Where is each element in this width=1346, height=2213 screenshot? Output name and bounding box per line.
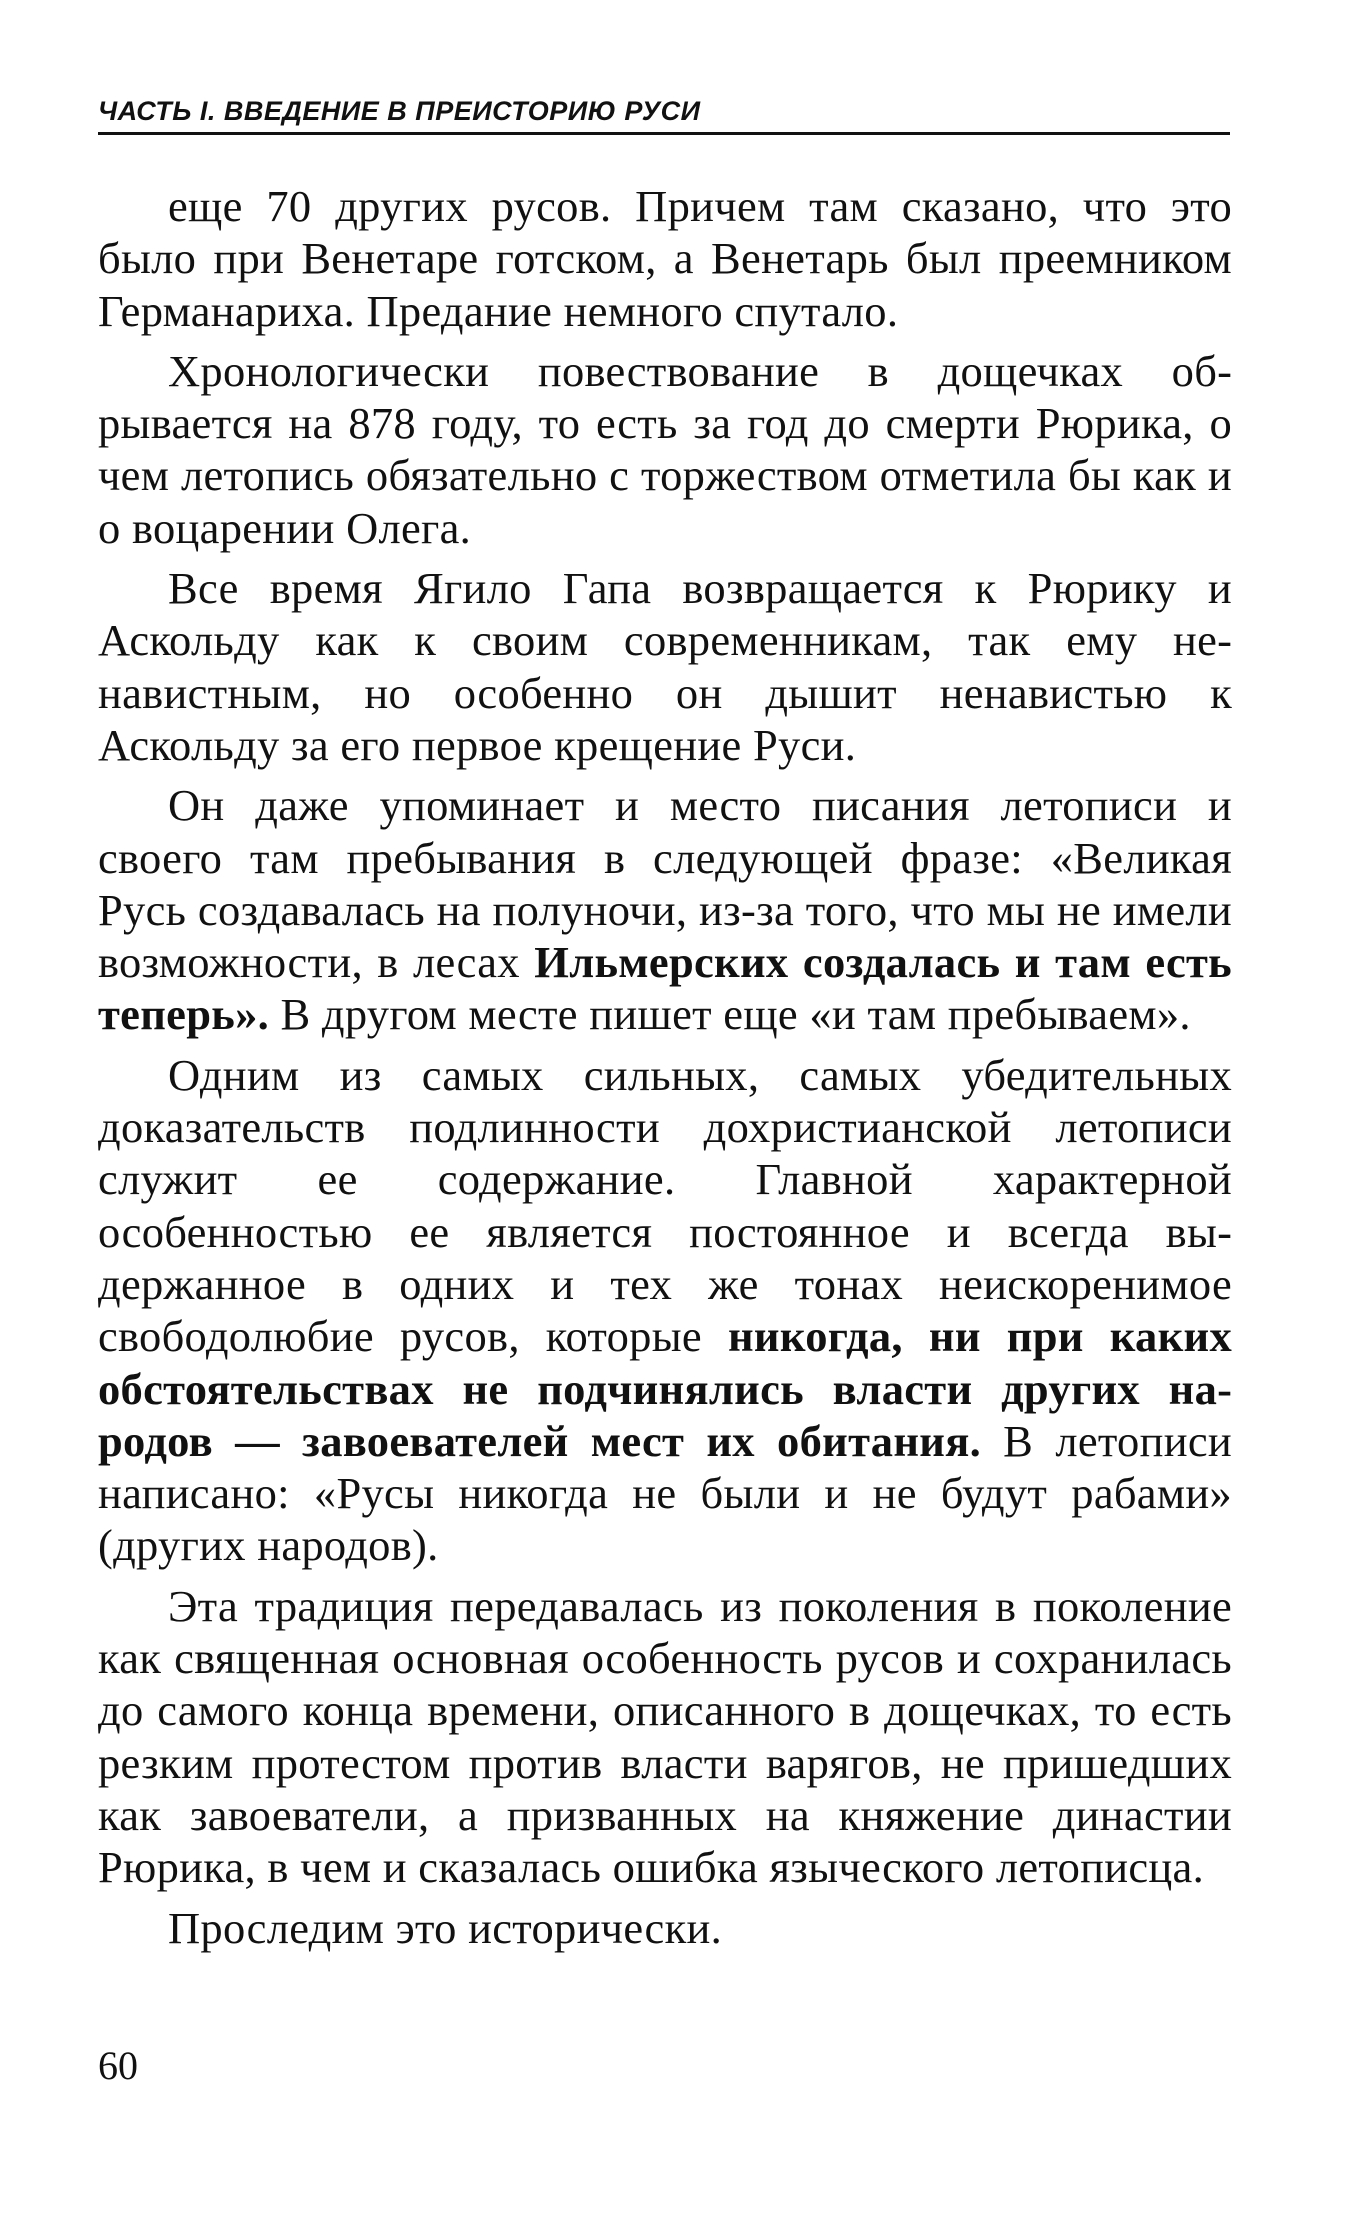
paragraph-6 (98, 1580, 1232, 1894)
paragraph-2 (98, 345, 1232, 554)
paragraph-6-text: Эта традиция передавалась из поколения в поколение как священная основная особенность русов и сохранилась до самого конца времени, описанного в дощечках, то есть резким протестом против власти варягов, не пришедших как завоеватели, а призванных на княжение династии Рюрика, в чем и сказалась ошибка языческого летописца. (98, 1580, 1232, 1893)
paragraph-5-bold-emphasis: никогда, ни при каких обстоятельствах не подчинялись власти других народов — завоевателей мест их обитания. (98, 1311, 1233, 1466)
paragraph-2-text: Хронологически повествование в дощечках обрывается на 878 году, то есть за год до смерти Рюрика, о чем летопись обязательно с торжеством отметила бы как и о воцарении Олега. (98, 345, 1232, 553)
paragraph-7 (98, 1902, 1232, 1954)
body-text (98, 180, 1232, 1962)
page-number: 60 (98, 2043, 138, 2088)
paragraph-5 (98, 1049, 1232, 1572)
paragraph-1-text: еще 70 других русов. Причем там сказано, что это было при Венетаре готском, а Венетарь был преемником Германариха. Предание немного спутало. (98, 181, 1232, 336)
paragraph-3-text: Все время Ягило Гапа возвращается к Рюрику и Аскольду как к своим современникам, так ему ненавистным, но особенно он дышит ненавистью к Аскольду за его первое крещение Руси. (98, 563, 1232, 770)
paragraph-4-text-end: В другом месте пишет еще «и там пребываем». (269, 989, 1191, 1040)
paragraph-4-text-start: Он даже упоминает и место писания летописи и своего там пребывания в следующей фразе: «Великая Русь создавалась на полуночи, из-за того, что мы не имели возможности, в лесах (98, 780, 1232, 988)
paragraph-5-text-start: Одним из самых сильных, самых убедительных доказательств подлинности дохристианской летописи служит ее содержание. Главной характерной особенностью ее является постоянное и всегда выдержанное в одних и тех же тонах неискоренимое свободолюбие русов, которые (98, 1049, 1232, 1362)
running-header (98, 92, 1230, 135)
paragraph-3 (98, 562, 1232, 771)
paragraph-4-bold-quote: Ильмерских создалась и там есть теперь». (98, 937, 1233, 1040)
paragraph-5-text-end: В летописи написано: «Русы никогда не были и не будут рабами» (других народов). (98, 1415, 1232, 1571)
paragraph-7-text: Проследим это исторически. (168, 1902, 723, 1953)
paragraph-1 (98, 180, 1232, 337)
paragraph-4 (98, 779, 1232, 1040)
running-header-title: ЧАСТЬ I. ВВЕДЕНИЕ В ПРЕИСТОРИЮ РУСИ (98, 96, 701, 126)
